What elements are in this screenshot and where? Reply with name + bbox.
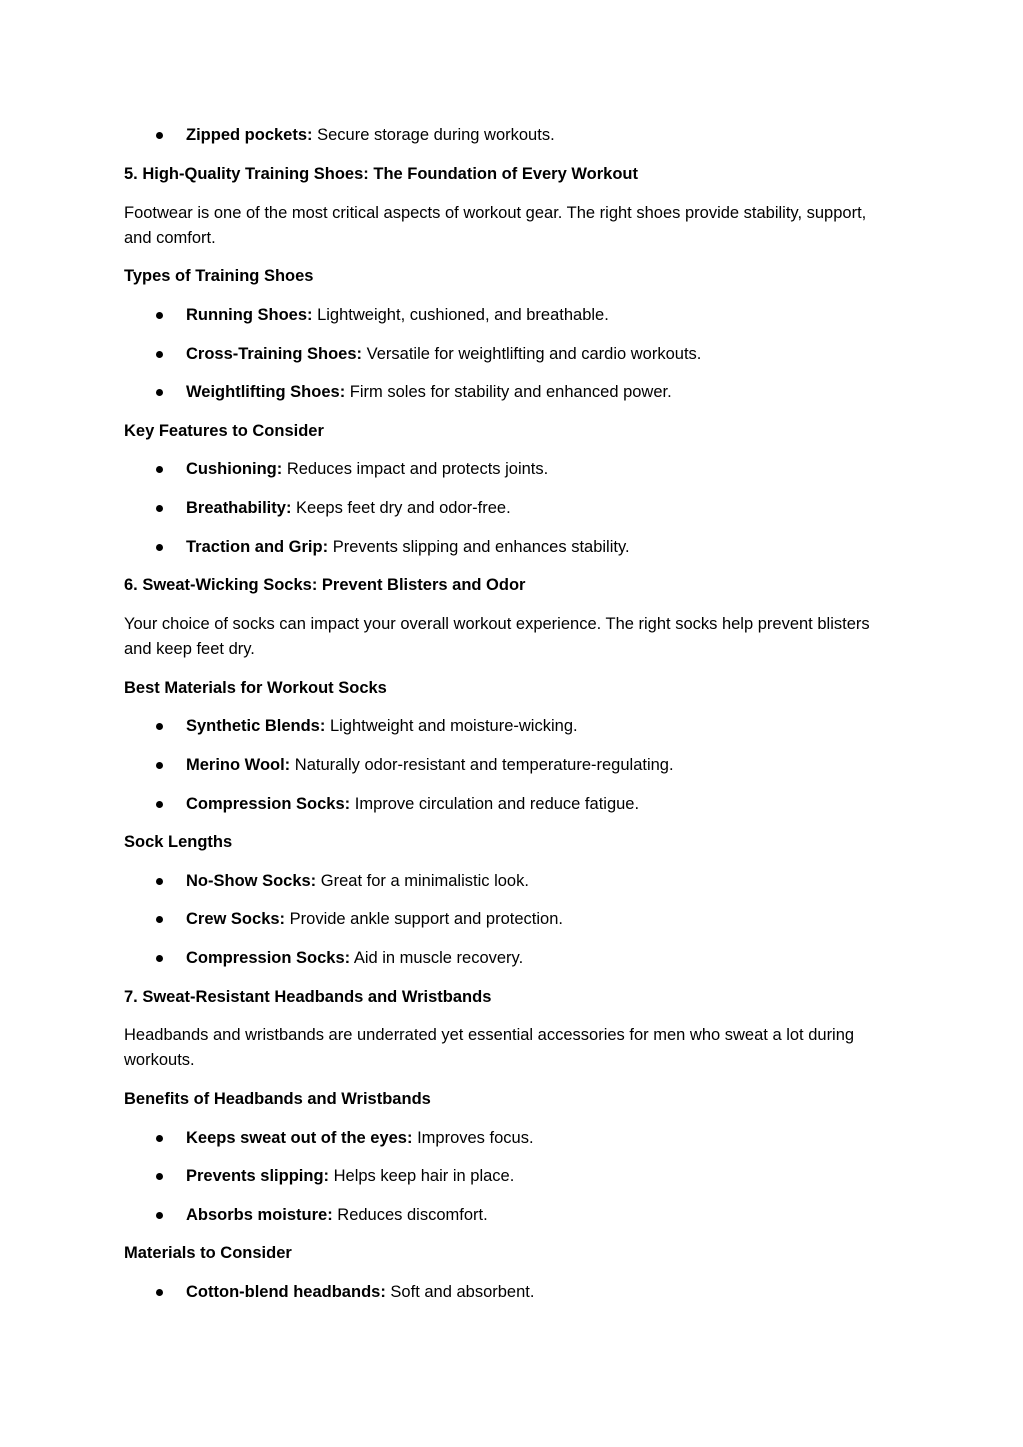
list-item-text: Improve circulation and reduce fatigue. — [354, 795, 640, 813]
list-item-text: Prevents slipping and enhances stability. — [332, 538, 630, 556]
list-item-term: Crew Socks: — [186, 910, 286, 928]
list-item — [186, 1164, 514, 1189]
bullet-icon — [156, 723, 163, 730]
paragraph: Your choice of socks can impact your overall workout experience. The right socks help prevent blisters and keep feet dry. — [124, 615, 870, 658]
bullet-icon — [156, 389, 163, 396]
list-item — [186, 753, 674, 778]
bullet-icon — [156, 132, 163, 139]
subheading: Sock Lengths — [124, 833, 233, 851]
list-item-text: Firm soles for stability and enhanced power. — [349, 383, 672, 401]
bullet-icon — [156, 1135, 163, 1142]
paragraph: Headbands and wristbands are underrated yet essential accessories for men who sweat a lot during workouts. — [124, 1026, 855, 1069]
bullet-icon — [156, 466, 163, 473]
list-item-term: Keeps sweat out of the eyes: — [186, 1129, 413, 1147]
list-item — [186, 342, 701, 367]
list-item — [186, 714, 578, 739]
bullet-icon — [156, 351, 163, 358]
list-item-term: Running Shoes: — [186, 306, 313, 324]
bullet-icon — [156, 955, 163, 962]
bullet-icon — [156, 801, 163, 808]
list-item-term: Cotton-blend headbands: — [186, 1283, 386, 1301]
bullet-icon — [156, 1212, 163, 1219]
bullet-icon — [156, 312, 163, 319]
list-item — [186, 1280, 534, 1305]
list-item-text: Lightweight, cushioned, and breathable. — [317, 306, 609, 324]
list-item-term: Zipped pockets: — [186, 126, 313, 144]
list-item-text: Lightweight and moisture-wicking. — [329, 717, 578, 735]
list-item-text: Keeps feet dry and odor-free. — [296, 499, 511, 517]
subheading: Best Materials for Workout Socks — [124, 679, 387, 697]
list-item — [186, 907, 563, 932]
list-item-text: Soft and absorbent. — [390, 1283, 535, 1301]
list-item-term: Weightlifting Shoes: — [186, 383, 346, 401]
list-item-term: Traction and Grip: — [186, 538, 329, 556]
subheading: Types of Training Shoes — [124, 267, 314, 285]
list-item — [186, 1126, 534, 1151]
subheading: Key Features to Consider — [124, 422, 324, 440]
list-item-term: No-Show Socks: — [186, 872, 317, 890]
list-item-text: Great for a minimalistic look. — [320, 872, 529, 890]
subheading: Materials to Consider — [124, 1244, 292, 1262]
list-item-text: Reduces discomfort. — [337, 1206, 488, 1224]
list-item-text: Reduces impact and protects joints. — [286, 460, 549, 478]
list-item-text: Improves focus. — [417, 1129, 534, 1147]
list-item-text: Helps keep hair in place. — [333, 1167, 515, 1185]
list-item-text: Naturally odor-resistant and temperature-regulating. — [294, 756, 674, 774]
list-item-term: Synthetic Blends: — [186, 717, 326, 735]
list-item-term: Merino Wool: — [186, 756, 291, 774]
bullet-icon — [156, 878, 163, 885]
list-item — [186, 303, 609, 328]
list-item-text: Secure storage during workouts. — [317, 126, 555, 144]
list-item — [186, 792, 639, 817]
bullet-icon — [156, 505, 163, 512]
section-heading: 5. High-Quality Training Shoes: The Foundation of Every Workout — [124, 165, 638, 183]
list-item — [186, 457, 548, 482]
list-item — [186, 496, 511, 521]
list-item-term: Absorbs moisture: — [186, 1206, 333, 1224]
list-item-term: Prevents slipping: — [186, 1167, 330, 1185]
list-item — [186, 869, 529, 894]
list-item — [186, 946, 523, 971]
bullet-icon — [156, 1173, 163, 1180]
bullet-icon — [156, 1289, 163, 1296]
list-item-term: Cross-Training Shoes: — [186, 345, 363, 363]
list-item — [186, 380, 672, 405]
list-item-term: Compression Socks: — [186, 795, 351, 813]
list-item — [186, 1203, 488, 1228]
bullet-icon — [156, 916, 163, 923]
list-item — [186, 123, 555, 148]
list-item-term: Cushioning: — [186, 460, 283, 478]
list-item-text: Versatile for weightlifting and cardio workouts. — [366, 345, 702, 363]
list-item-text: Provide ankle support and protection. — [289, 910, 563, 928]
list-item-term: Compression Socks: — [186, 949, 351, 967]
bullet-icon — [156, 762, 163, 769]
list-item — [186, 535, 630, 560]
list-item-text: Aid in muscle recovery. — [353, 949, 524, 967]
paragraph: Footwear is one of the most critical aspects of workout gear. The right shoes provide stability, support, and comfort. — [124, 204, 867, 247]
list-item-term: Breathability: — [186, 499, 292, 517]
section-heading: 7. Sweat-Resistant Headbands and Wristbands — [124, 988, 492, 1006]
bullet-icon — [156, 544, 163, 551]
subheading: Benefits of Headbands and Wristbands — [124, 1090, 431, 1108]
section-heading: 6. Sweat-Wicking Socks: Prevent Blisters and Odor — [124, 576, 526, 594]
